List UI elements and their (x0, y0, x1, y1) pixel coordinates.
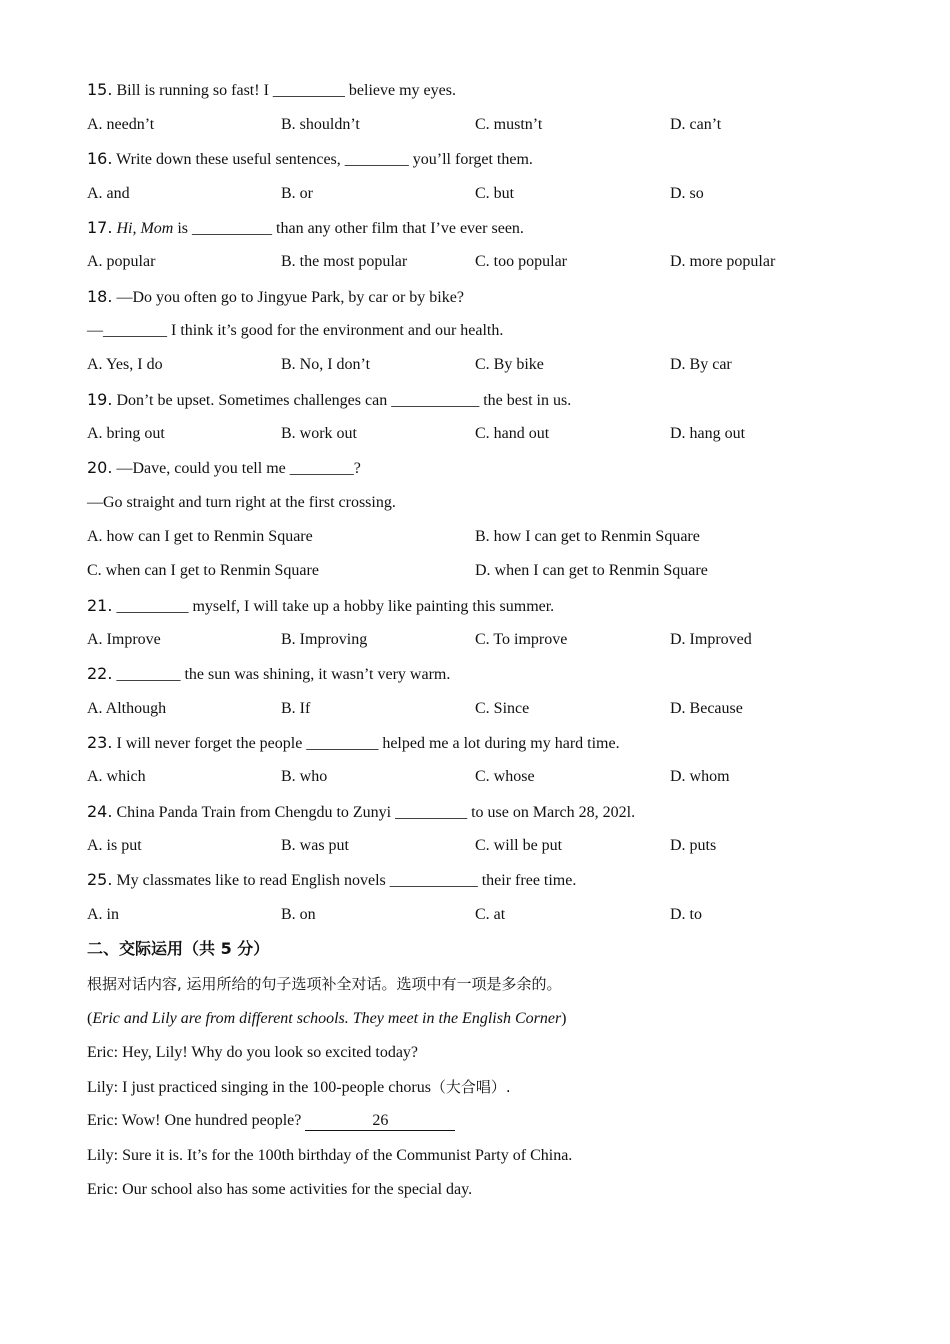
option-a: A. bring out (87, 425, 165, 442)
option-d: D. Improved (670, 631, 752, 648)
option-c: C. whose (475, 768, 535, 785)
option-c: C. To improve (475, 631, 568, 648)
option-b: B. was put (281, 837, 349, 854)
option-c: C. will be put (475, 837, 563, 854)
dialogue-line: Eric: Our school also has some activities for the special day. (87, 1181, 473, 1198)
option-a: A. how can I get to Renmin Square (87, 528, 313, 545)
dialogue-line: Eric: Wow! One hundred people? 26 (87, 1110, 455, 1132)
option-a: A. is put (87, 837, 142, 854)
option-b: B. shouldn’t (281, 116, 360, 133)
option-b: B. If (281, 700, 311, 717)
option-a: A. which (87, 768, 146, 785)
section-title: 二、交际运用（共 5 分） (87, 939, 270, 958)
question-21: 21. _________ myself, I will take up a hobby like painting this summer. (87, 596, 555, 615)
option-c: C. hand out (475, 425, 550, 442)
option-b: B. who (281, 768, 328, 785)
option-d: D. more popular (670, 253, 776, 270)
option-b: B. the most popular (281, 253, 408, 270)
question-15: 15. Bill is running so fast! I _________ believe my eyes. (87, 80, 456, 99)
question-25: 25. My classmates like to read English novels ___________ their free time. (87, 870, 577, 889)
dialogue-line: Eric: Hey, Lily! Why do you look so excited today? (87, 1044, 419, 1061)
question-19: 19. Don’t be upset. Sometimes challenges can ___________ the best in us. (87, 390, 572, 409)
dialogue-line: Lily: Sure it is. It’s for the 100th birthday of the Communist Party of China. (87, 1147, 573, 1164)
option-c: C. when can I get to Renmin Square (87, 562, 319, 579)
option-c: C. at (475, 906, 506, 923)
option-c: C. By bike (475, 356, 544, 373)
option-a: A. needn’t (87, 116, 155, 133)
option-d: D. when I can get to Renmin Square (475, 562, 708, 579)
question-16: 16. Write down these useful sentences, ________ you’ll forget them. (87, 149, 533, 168)
option-d: D. whom (670, 768, 730, 785)
blank-26[interactable]: 26 (305, 1112, 455, 1131)
option-b: B. on (281, 906, 316, 923)
option-a: A. and (87, 185, 130, 202)
dialogue-line: Lily: I just practiced singing in the 100-people chorus（大合唱）. (87, 1078, 511, 1096)
option-c: C. but (475, 185, 515, 202)
option-a: A. Improve (87, 631, 161, 648)
option-d: D. By car (670, 356, 732, 373)
question-18-line2: —________ I think it’s good for the environment and our health. (87, 322, 504, 339)
option-d: D. puts (670, 837, 717, 854)
option-d: D. so (670, 185, 704, 202)
option-a: A. popular (87, 253, 156, 270)
option-d: D. to (670, 906, 702, 923)
option-c: C. Since (475, 700, 530, 717)
question-23: 23. I will never forget the people _________ helped me a lot during my hard time. (87, 733, 620, 752)
question-24: 24. China Panda Train from Chengdu to Zunyi _________ to use on March 28, 202l. (87, 802, 636, 821)
option-a: A. Although (87, 700, 167, 717)
option-b: B. how I can get to Renmin Square (475, 528, 700, 545)
question-17: 17. Hi, Mom is __________ than any other film that I’ve ever seen. (87, 218, 524, 237)
option-c: C. too popular (475, 253, 567, 270)
question-22: 22. ________ the sun was shining, it wasn’t very warm. (87, 664, 451, 683)
option-a: A. in (87, 906, 119, 923)
dialogue-context: (Eric and Lily are from different schools. They meet in the English Corner) (87, 1010, 567, 1027)
section-instruction: 根据对话内容, 运用所给的句子选项补全对话。选项中有一项是多余的。 (87, 975, 562, 993)
option-b: B. or (281, 185, 313, 202)
question-18: 18. —Do you often go to Jingyue Park, by car or by bike? (87, 287, 464, 306)
option-d: D. can’t (670, 116, 722, 133)
option-b: B. work out (281, 425, 357, 442)
option-b: B. No, I don’t (281, 356, 371, 373)
option-d: D. Because (670, 700, 743, 717)
option-b: B. Improving (281, 631, 368, 648)
question-20-line2: —Go straight and turn right at the first crossing. (87, 494, 396, 511)
question-20: 20. —Dave, could you tell me ________? (87, 458, 361, 477)
option-d: D. hang out (670, 425, 746, 442)
option-c: C. mustn’t (475, 116, 543, 133)
option-a: A. Yes, I do (87, 356, 163, 373)
